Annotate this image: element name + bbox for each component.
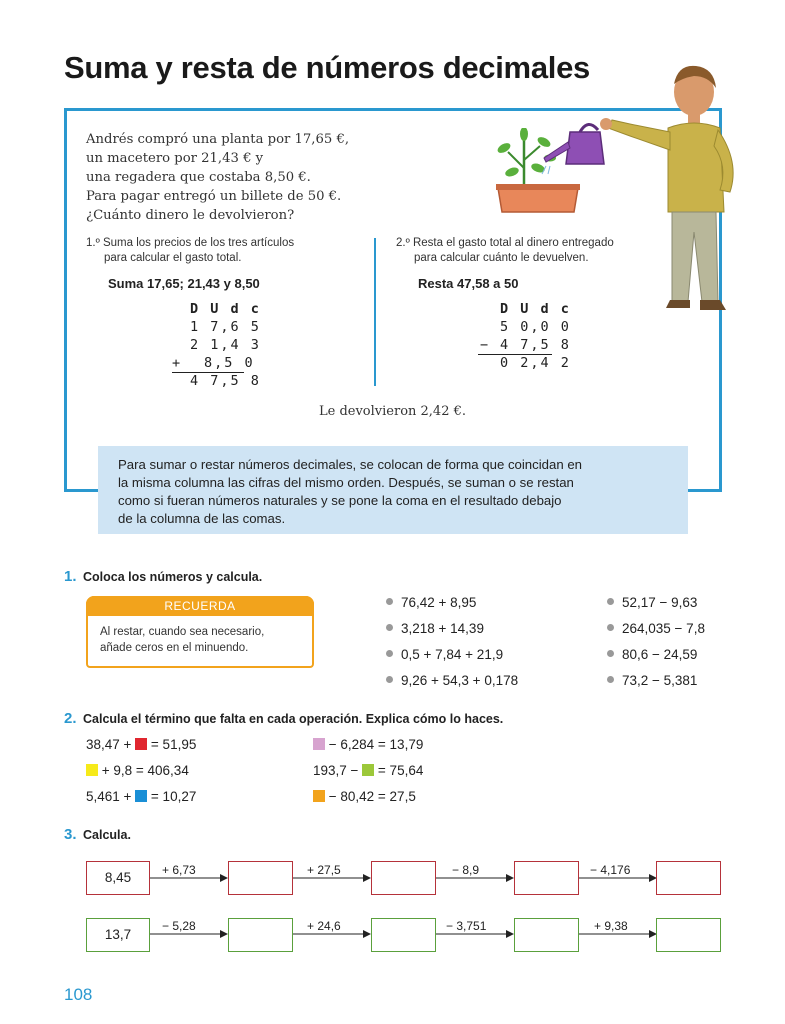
recuerda-line: añade ceros en el minuendo. bbox=[100, 642, 249, 654]
exercise1-item: 0,5 + 7,84 + 21,9 bbox=[386, 647, 503, 662]
chain1-answer-box[interactable] bbox=[656, 861, 721, 895]
exercise1-item: 9,26 + 54,3 + 0,178 bbox=[386, 673, 518, 688]
step1-place-header: D U d c bbox=[190, 301, 261, 317]
recuerda-line: Al restar, cuando sea necesario, bbox=[100, 626, 265, 638]
step2-row1: 5 0,0 0 bbox=[500, 319, 571, 335]
chain1-step-label: − 4,176 bbox=[590, 863, 631, 877]
exercise2-number: 2. bbox=[64, 710, 77, 727]
exercise2-op: − 80,42 = 27,5 bbox=[313, 789, 416, 804]
page-title: Suma y resta de números decimales bbox=[64, 50, 590, 85]
step1-line: para calcular el gasto total. bbox=[104, 252, 242, 264]
step1-row1: 1 7,6 5 bbox=[190, 319, 261, 335]
chain2-step-label: − 5,28 bbox=[162, 919, 196, 933]
problem-line: Para pagar entregó un billete de 50 €. bbox=[86, 189, 342, 204]
chain2-answer-box[interactable] bbox=[228, 918, 293, 952]
exercise3-number: 3. bbox=[64, 826, 77, 843]
chain2-step-label: + 24,6 bbox=[307, 919, 341, 933]
step2-line: 2.º Resta el gasto total al dinero entregado bbox=[396, 237, 614, 249]
exercise1-item: 264,035 − 7,8 bbox=[607, 621, 705, 636]
step1-row2: 2 1,4 3 bbox=[190, 337, 261, 353]
chain1-start-box: 8,45 bbox=[86, 861, 150, 895]
exercise1-number: 1. bbox=[64, 568, 77, 585]
problem-line: Andrés compró una planta por 17,65 €, bbox=[86, 132, 350, 147]
chain1-answer-box[interactable] bbox=[228, 861, 293, 895]
chain1-answer-box[interactable] bbox=[371, 861, 436, 895]
step2-result: 0 2,4 2 bbox=[500, 355, 571, 371]
step1-line: 1.º Suma los precios de los tres artículos bbox=[86, 237, 295, 249]
chain1-step-label: + 27,5 bbox=[307, 863, 341, 877]
chain2-answer-box[interactable] bbox=[656, 918, 721, 952]
rule-line: de la columna de las comas. bbox=[118, 511, 286, 526]
step1-result: 4 7,5 8 bbox=[190, 373, 261, 389]
exercise1-item: 3,218 + 14,39 bbox=[386, 621, 484, 636]
step2-sign: − bbox=[480, 337, 491, 353]
answer-text: Le devolvieron 2,42 €. bbox=[318, 404, 467, 419]
step2-line: para calcular cuánto le devuelven. bbox=[414, 252, 589, 264]
exercise1-item: 73,2 − 5,381 bbox=[607, 673, 697, 688]
chain2-start-box: 13,7 bbox=[86, 918, 150, 952]
exercise2-op: 5,461 + = 10,27 bbox=[86, 789, 197, 804]
exercise1-item: 80,6 − 24,59 bbox=[607, 647, 697, 662]
chain1-answer-box[interactable] bbox=[514, 861, 579, 895]
chain2-step-label: − 3,751 bbox=[446, 919, 487, 933]
problem-line: un macetero por 21,43 € y bbox=[86, 151, 264, 166]
exercise2-op: 38,47 + = 51,95 bbox=[86, 737, 197, 752]
exercise2-title: Calcula el término que falta en cada operación. Explica cómo lo haces. bbox=[83, 712, 504, 726]
exercise2-op: + 9,8 = 406,34 bbox=[86, 763, 189, 778]
step1-op-title: Suma 17,65; 21,43 y 8,50 bbox=[108, 276, 260, 291]
step1-sign: + bbox=[172, 355, 183, 371]
chain1-step-label: − 8,9 bbox=[452, 863, 480, 877]
exercise2-op: − 6,284 = 13,79 bbox=[313, 737, 423, 752]
exercise1-item: 76,42 + 8,95 bbox=[386, 595, 476, 610]
exercise3-title: Calcula. bbox=[83, 828, 131, 842]
step2-place-header: D U d c bbox=[500, 301, 571, 317]
exercise2-op: 193,7 − = 75,64 bbox=[313, 763, 424, 778]
step1-row3: 8,5 0 bbox=[204, 355, 255, 371]
step2-op-title: Resta 47,58 a 50 bbox=[418, 276, 519, 291]
problem-line: una regadera que costaba 8,50 €. bbox=[86, 170, 311, 185]
recuerda-title: RECUERDA bbox=[86, 596, 314, 616]
chain2-step-label: + 9,38 bbox=[594, 919, 628, 933]
chain2-answer-box[interactable] bbox=[514, 918, 579, 952]
problem-line: ¿Cuánto dinero le devolvieron? bbox=[86, 208, 295, 223]
rule-line: la misma columna las cifras del mismo orden. Después, se suman o se restan bbox=[118, 475, 574, 490]
step2-row2: 4 7,5 8 bbox=[500, 337, 571, 353]
chain2-answer-box[interactable] bbox=[371, 918, 436, 952]
rule-line: Para sumar o restar números decimales, se colocan de forma que coincidan en bbox=[118, 457, 582, 472]
exercise1-title: Coloca los números y calcula. bbox=[83, 570, 263, 584]
page-number: 108 bbox=[64, 985, 93, 1004]
rule-line: como si fueran números naturales y se pone la coma en el resultado debajo bbox=[118, 493, 562, 508]
chain1-step-label: + 6,73 bbox=[162, 863, 196, 877]
exercise1-item: 52,17 − 9,63 bbox=[607, 595, 697, 610]
